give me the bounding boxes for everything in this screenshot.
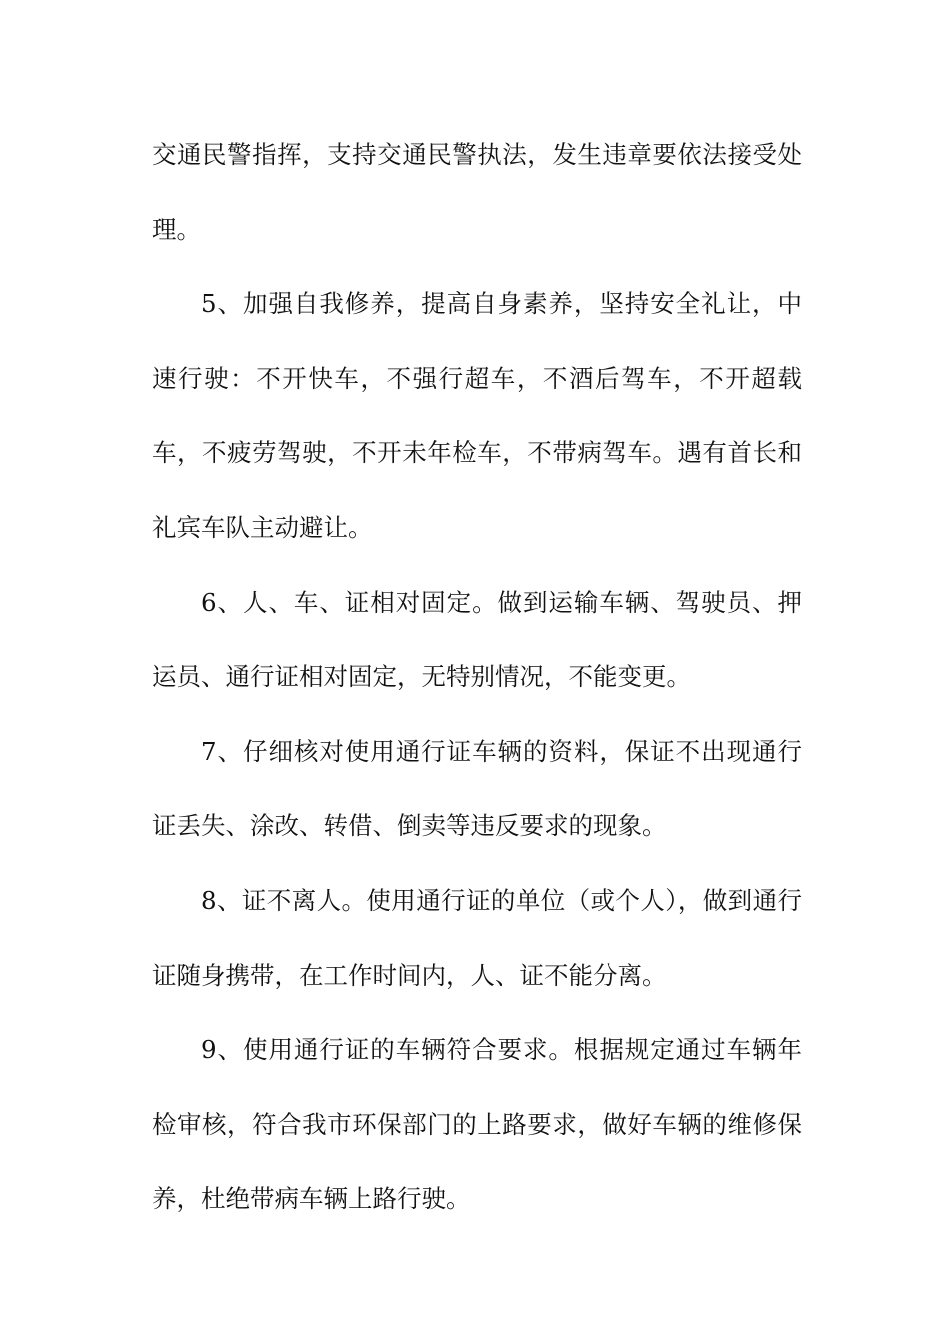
paragraph-item-6: 6、人、车、证相对固定。做到运输车辆、驾驶员、押运员、通行证相对固定，无特别情况，不能变更。	[152, 587, 802, 692]
document-body	[152, 118, 802, 1237]
paragraph-item-8: 8、证不离人。使用通行证的单位（或个人），做到通行证随身携带，在工作时间内，人、证不能分离。	[152, 885, 802, 990]
paragraph-continuation: 交通民警指挥，支持交通民警执法，发生违章要依法接受处理。	[152, 140, 802, 244]
paragraph-item-9: 9、使用通行证的车辆符合要求。根据规定通过车辆年检审核，符合我市环保部门的上路要求，做好车辆的维修保养，杜绝带病车辆上路行驶。	[152, 1035, 802, 1214]
paragraph-item-7: 7、仔细核对使用通行证车辆的资料，保证不出现通行证丢失、涂改、转借、倒卖等违反要求的现象。	[152, 736, 802, 841]
paragraph-item-5: 5、加强自我修养，提高自身素养，坚持安全礼让，中速行驶：不开快车，不强行超车，不酒后驾车，不开超载车，不疲劳驾驶，不开未年检车，不带病驾车。遇有首长和礼宾车队主动避让。	[152, 289, 802, 542]
